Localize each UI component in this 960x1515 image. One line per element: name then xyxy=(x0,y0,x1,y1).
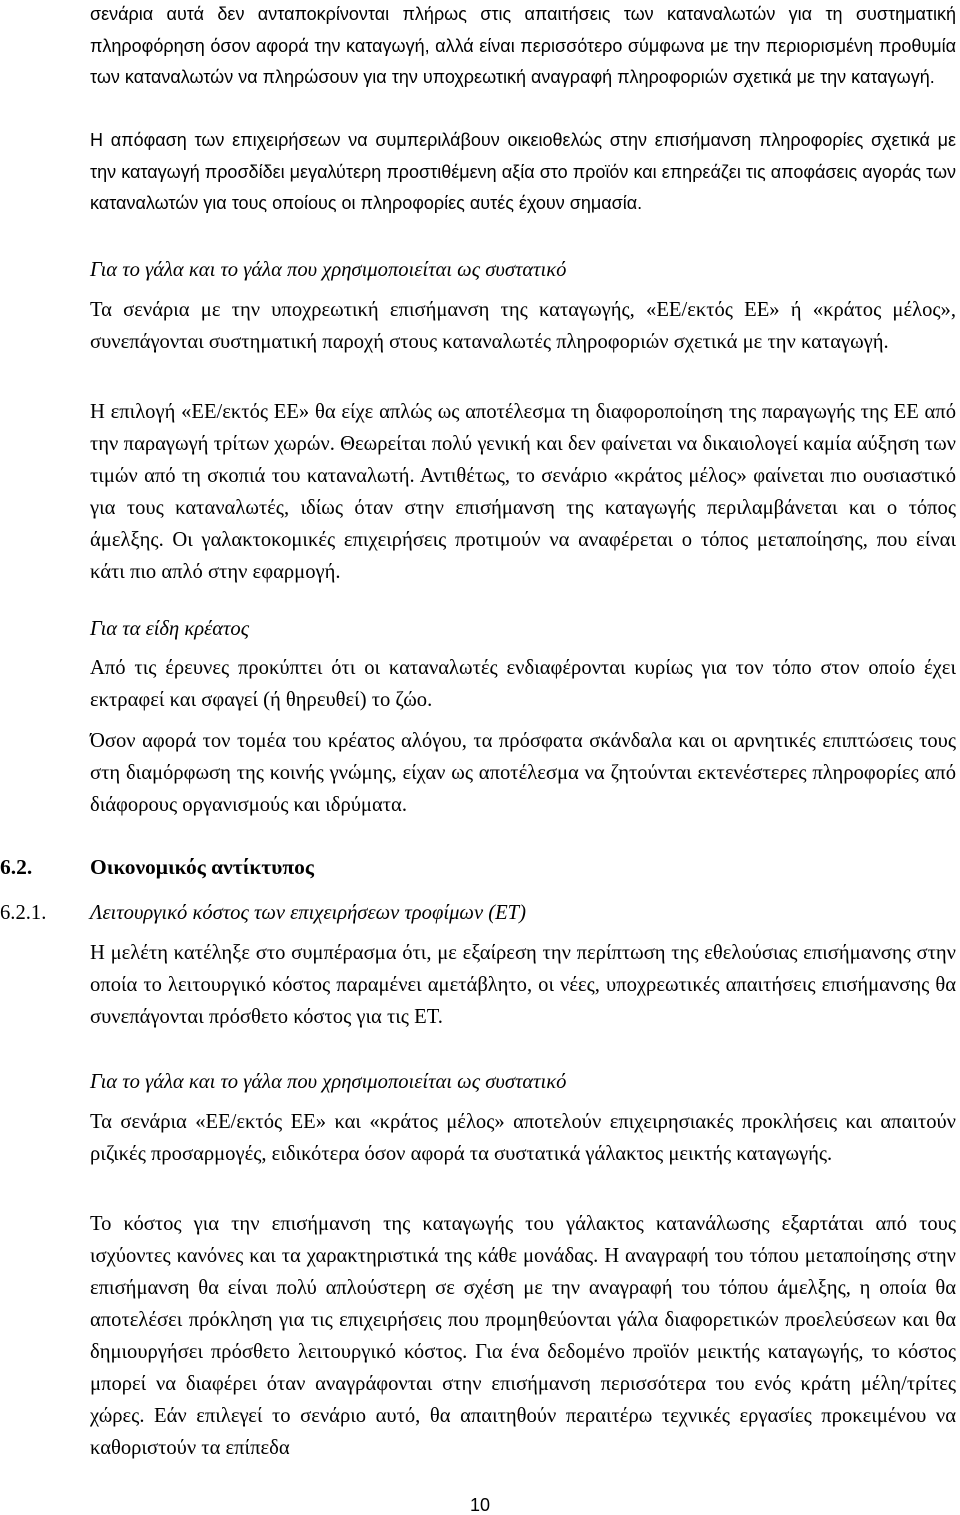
paragraph-meat-research: Από τις έρευνες προκύπτει ότι οι καταναλωτές ενδιαφέρονται κυρίως για τον τόπο στον οποίο έχει εκτραφεί και σφαγεί (ή θηρευθεί) το ζώο. xyxy=(90,657,956,711)
paragraph-cost: Το κόστος για την επισήμανση της καταγωγής του γάλακτος κατανάλωσης εξαρτάται από τους ισχύοντες κανόνες και τα χαρακτηριστικά της κάθε μονάδας. Η αναγραφή του τόπου μεταποίησης στην επισήμανση θα είναι πολύ απλούστερη σε σχέση με την αναγραφή του τόπου άμελξης, η οποία θα αποτελέσει πρόκληση για τις επιχειρήσεις που προμηθεύονται γάλα διαφορετικών προελεύσεων και θα δημιουργήσει πρόσθετο λειτουργικό κόστος. Για ένα δεδομένο προϊόν μεικτής καταγωγής, το κόστος μπορεί να διαφέρει όταν αναγράφονται στην επισήμανση περισσότερα του ενός κράτη μέλη/τρίτες χώρες. Εάν επιλεγεί το σενάριο αυτό, θα απαιτηθούν περαιτέρω τεχνικές εργασίες προκειμένου να καθοριστούν τα επίπεδα xyxy=(90,1213,956,1459)
paragraph-horse-meat: Όσον αφορά τον τομέα του κρέατος αλόγου, τα πρόσφατα σκάνδαλα και οι αρνητικές επιπτώσεις τους στη διαμόρφωση της κοινής γνώμης, είχαν ως αποτέλεσμα να ζητούνται εκτενέστερες πληροφορίες από διάφορους οργανισμούς και ιδρύματα. xyxy=(90,730,956,816)
subsection-number: 6.2.1. xyxy=(0,902,47,924)
section-title: Οικονομικός αντίκτυπος xyxy=(90,855,314,879)
page-number: 10 xyxy=(469,1495,491,1515)
paragraph-top: σενάρια αυτά δεν ανταποκρίνονται πλήρως στις απαιτήσεις των καταναλωτών για τη συστηματική πληροφόρηση όσον αφορά την καταγωγή, αλλά είναι περισσότερο σύμφωνα με την περιορισμένη προθυμία των καταναλωτών να πληρώσουν για την υποχρεωτική αναγραφή πληροφοριών σχετικά με την καταγωγή. xyxy=(90,4,956,87)
paragraph-scenarios-challenges: Τα σενάρια «ΕΕ/εκτός ΕΕ» και «κράτος μέλος» αποτελούν επιχειρησιακές προκλήσεις και απαιτούν ριζικές προσαρμογές, ειδικότερα όσον αφορά τα συστατικά γάλακτος μεικτής καταγωγής. xyxy=(90,1111,956,1165)
subsection-heading xyxy=(0,897,960,929)
subheading-milk: Για το γάλα και το γάλα που χρησιμοποιείται ως συστατικό xyxy=(90,259,567,281)
subheading-milk-2: Για το γάλα και το γάλα που χρησιμοποιείται ως συστατικό xyxy=(90,1071,567,1093)
subheading-meat: Για τα είδη κρέατος xyxy=(90,618,250,640)
paragraph-decision: Η απόφαση των επιχειρήσεων να συμπεριλάβουν οικειοθελώς στην επισήμανση πληροφορίες σχετικά με την καταγωγή προσδίδει μεγαλύτερη προστιθέμενη αξία στο προϊόν και επηρεάζει τις αποφάσεις αγοράς των καταναλωτών για τους οποίους οι πληροφορίες αυτές έχουν σημασία. xyxy=(90,130,956,213)
section-number: 6.2. xyxy=(0,855,33,879)
paragraph-milk-scenarios: Τα σενάρια με την υποχρεωτική επισήμανση της καταγωγής, «ΕΕ/εκτός ΕΕ» ή «κράτος μέλος», συνεπάγονται συστηματική παροχή στους καταναλωτές πληροφοριών σχετικά με την καταγωγή. xyxy=(90,299,956,353)
subsection-title: Λειτουργικό κόστος των επιχειρήσεων τροφίμων (ΕΤ) xyxy=(90,902,526,924)
paragraph-voluntary: Η μελέτη κατέληξε στο συμπέρασμα ότι, με εξαίρεση την περίπτωση της εθελούσιας επισήμανσης στην οποία το λειτουργικό κόστος παραμένει αμετάβλητο, οι νέες, υποχρεωτικές απαιτήσεις επισήμανσης θα συνεπάγονται πρόσθετο κόστος για τις ΕΤ. xyxy=(90,942,956,1028)
paragraph-eu-choice: Η επιλογή «ΕΕ/εκτός ΕΕ» θα είχε απλώς ως αποτέλεσμα τη διαφοροποίηση της παραγωγής της ΕΕ από την παραγωγή τρίτων χωρών. Θεωρείται πολύ γενική και δεν φαίνεται να δικαιολογεί καμία αύξηση των τιμών από τη σκοπιά του καταναλωτή. Αντιθέτως, το σενάριο «κράτος μέλος» φαίνεται πιο ουσιαστικό για τους καταναλωτές, ιδίως όταν στην επισήμανση της καταγωγής περιλαμβάνεται και ο τόπος άμελξης. Οι γαλακτοκομικές επιχειρήσεις προτιμούν να αναφέρεται ο τόπος μεταποίησης, που είναι κάτι πιο απλό στην εφαρμογή. xyxy=(90,401,956,583)
section-heading xyxy=(0,855,960,887)
